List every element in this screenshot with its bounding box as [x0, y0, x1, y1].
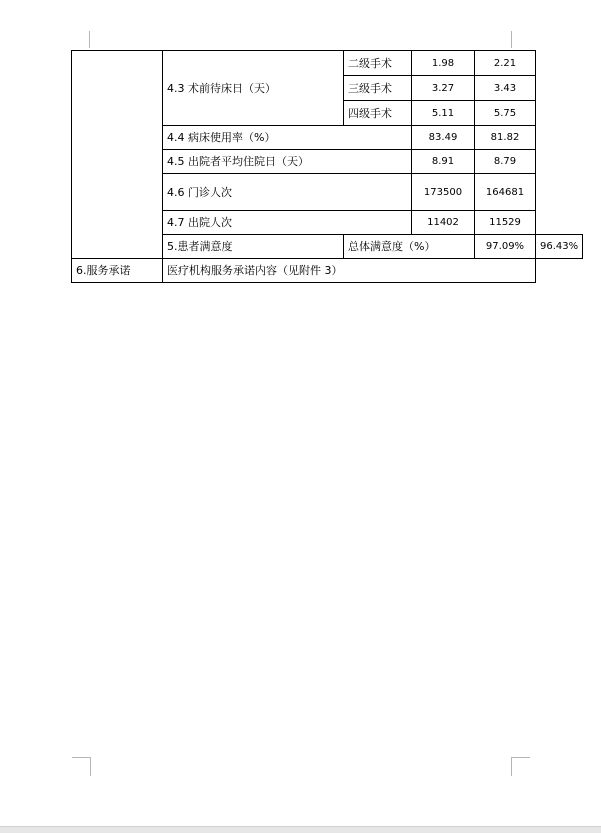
- section-commitment-label: 6.服务承诺: [72, 259, 163, 283]
- outpatient-label: 4.6 门诊人次: [163, 174, 412, 211]
- satisfaction-label: 总体满意度（%）: [344, 235, 475, 259]
- corner-mark-bottom-left: [72, 757, 91, 776]
- section-cell-empty: [72, 51, 163, 259]
- value-year1: 97.09%: [475, 235, 536, 259]
- bed-usage-label: 4.4 病床使用率（%）: [163, 126, 412, 150]
- section-satisfaction-label: 5.患者满意度: [163, 235, 344, 259]
- value-year2: 81.82: [475, 126, 536, 150]
- corner-mark-bottom-right: [511, 757, 530, 776]
- value-year1: 3.27: [412, 76, 475, 101]
- preop-wait-label: 4.3 术前待床日（天）: [163, 51, 344, 126]
- corner-mark-top-left: [72, 31, 90, 48]
- surgery-level-label: 二级手术: [344, 51, 412, 76]
- avg-stay-label: 4.5 出院者平均住院日（天）: [163, 150, 412, 174]
- value-year2: 11529: [475, 211, 536, 235]
- discharged-label: 4.7 出院人次: [163, 211, 412, 235]
- surgery-level-label: 四级手术: [344, 101, 412, 126]
- value-year2: 96.43%: [536, 235, 583, 259]
- value-year1: 83.49: [412, 126, 475, 150]
- value-year1: 5.11: [412, 101, 475, 126]
- value-year2: 8.79: [475, 150, 536, 174]
- value-year2: 3.43: [475, 76, 536, 101]
- surgery-level-label: 三级手术: [344, 76, 412, 101]
- value-year2: 2.21: [475, 51, 536, 76]
- corner-mark-top-right: [511, 31, 529, 48]
- value-year1: 8.91: [412, 150, 475, 174]
- value-year2: 164681: [475, 174, 536, 211]
- value-year1: 173500: [412, 174, 475, 211]
- table-row: [72, 51, 583, 76]
- commitment-label: 医疗机构服务承诺内容（见附件 3）: [163, 259, 536, 283]
- table-row: [72, 259, 583, 283]
- indicator-table: [71, 50, 583, 283]
- value-year1: 1.98: [412, 51, 475, 76]
- value-year1: 11402: [412, 211, 475, 235]
- value-year2: 5.75: [475, 101, 536, 126]
